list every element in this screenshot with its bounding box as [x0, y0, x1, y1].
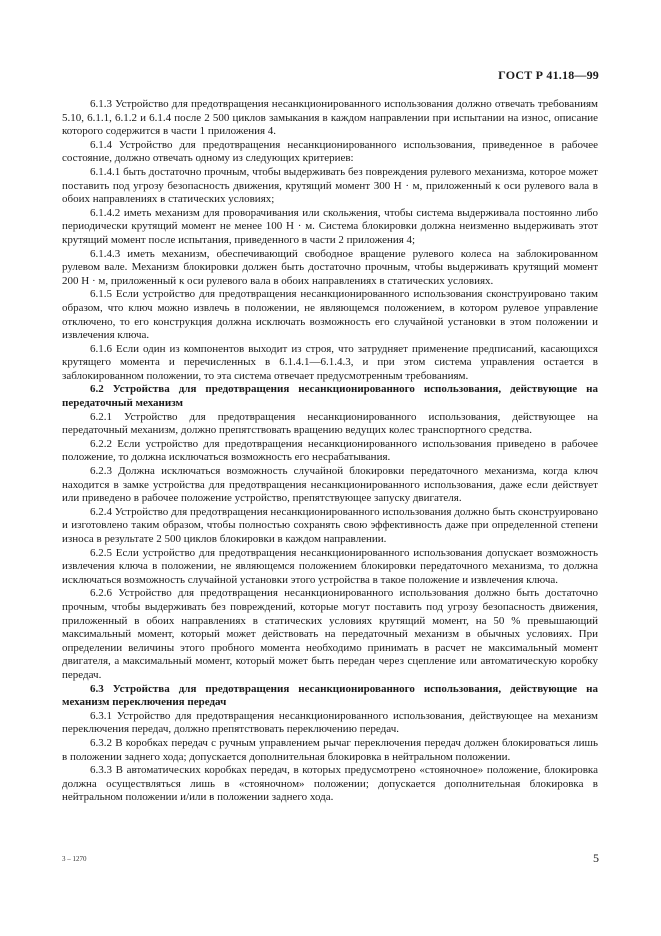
paragraph-6-2-1: 6.2.1 Устройство для предотвращения несанкционированного использования, действующее на передаточный механизм, должно препятствовать вращению ведущих колес транспортного средства. [62, 410, 598, 437]
page-number: 5 [593, 851, 599, 865]
paragraph-6-3-2: 6.3.2 В коробках передач с ручным управлением рычаг переключения передач должен блокироваться лишь в положении заднего хода; допускается дополнительная блокировка в нейтральном положении. [62, 736, 598, 763]
print-code: 3 – 1270 [62, 855, 87, 863]
paragraph-6-1-3: 6.1.3 Устройство для предотвращения несанкционированного использования должно отвечать требованиям 5.10, 6.1.1, 6.1.2 и 6.1.4 после 2 500 циклов замыкания в каждом направлении при испытании на износ, описание которого содержится в части 1 приложения 4. [62, 98, 598, 138]
document-body [62, 98, 598, 805]
paragraph-6-3-1: 6.3.1 Устройство для предотвращения несанкционированного использования, действующее на механизм переключения передач, должно препятствовать переключению передач. [62, 709, 598, 736]
paragraph-6-2-6: 6.2.6 Устройство для предотвращения несанкционированного использования должно быть достаточно прочным, чтобы выдерживать без повреждений, которые могут поставить под угрозу безопасность движения, приложенный в обоих направлениях в статических условиях крутящий момент, на 50 % превышающий максимальный момент, который может действовать на передаточный механизм в обычных условиях. При определении величины этого пробного момента необходимо принимать в расчет не максимальный момент двигателя, а максимальный момент, который может быть передан через сцепление или автоматическую коробку передач. [62, 587, 598, 681]
paragraph-6-1-4-3: 6.1.4.3 иметь механизм, обеспечивающий свободное вращение рулевого колеса на заблокированном рулевом вале. Механизм блокировки должен быть достаточно прочным, чтобы выдерживать крутящий момент 200 Н · м, приложенный к оси рулевого вала в обоих направлениях в статических условиях. [62, 247, 598, 287]
paragraph-6-3-3: 6.3.3 В автоматических коробках передач, в которых предусмотрено «стояночное» положение, блокировка должна осуществляться лишь в «стояночном» положении; допускается дополнительная блокировка в нейтральном положении и/или в положении заднего хода. [62, 764, 598, 804]
paragraph-6-1-4: 6.1.4 Устройство для предотвращения несанкционированного использования, приведенное в рабочее состояние, должно отвечать одному из следующих критериев: [62, 138, 598, 165]
paragraph-6-1-6: 6.1.6 Если один из компонентов выходит из строя, что затрудняет применение предписаний, касающихся крутящего момента и перечисленных в 6.1.4.1—6.1.4.3, и при этом система управления остается в заблокированном положении, то эта система отвечает предусмотренным требованиям. [62, 342, 598, 382]
paragraph-6-2-2: 6.2.2 Если устройство для предотвращения несанкционированного использования приведено в рабочее положение, то должна исключаться возможность его несрабатывания. [62, 437, 598, 464]
paragraph-6-1-4-1: 6.1.4.1 быть достаточно прочным, чтобы выдерживать без повреждения рулевого механизма, которое может поставить под угрозу безопасность движения, крутящий момент 300 Н · м, приложенный к оси рулевого вала в обоих направлениях в статических условиях; [62, 165, 598, 206]
paragraph-6-1-4-2: 6.1.4.2 иметь механизм для проворачивания или скольжения, чтобы система выдерживала постоянно либо периодически крутящий момент не менее 100 Н · м. Система блокировки должна неизменно выдерживать этот крутящий момент после испытания, приведенного в части 2 приложения 4; [62, 206, 598, 246]
section-heading-6-3: 6.3 Устройства для предотвращения несанкционированного использования, действующие на механизм переключения передач [62, 682, 598, 709]
paragraph-6-2-3: 6.2.3 Должна исключаться возможность случайной блокировки передаточного механизма, когда ключ находится в замке устройства для предотвращения несанкционированного использования, даже если действует или приведено в рабочее положение устройство, препятствующее запуску двигателя. [62, 465, 598, 505]
paragraph-6-2-5: 6.2.5 Если устройство для предотвращения несанкционированного использования допускает возможность извлечения ключа в положении, не являющемся положением блокировки передаточного механизма, то должна исключаться возможность случайной установки этого устройства в такое положение и извлечения ключа. [62, 546, 598, 586]
section-heading-6-2: 6.2 Устройства для предотвращения несанкционированного использования, действующие на передаточный механизм [62, 383, 598, 410]
paragraph-6-1-5: 6.1.5 Если устройство для предотвращения несанкционированного использования сконструировано таким образом, что ключ можно извлечь в положении, не являющемся положением, в котором рулевое управление отключено, то его конструкция должна исключать возможность его случайной установки в этом положении и извлечения ключа. [62, 288, 598, 342]
document-code: ГОСТ Р 41.18—99 [498, 68, 599, 82]
paragraph-6-2-4: 6.2.4 Устройство для предотвращения несанкционированного использования должно быть сконструировано и изготовлено таким образом, чтобы полностью сохранять свою эффективность даже при определенной степени износа в результате 2 500 циклов блокировки в каждом направлении. [62, 505, 598, 545]
